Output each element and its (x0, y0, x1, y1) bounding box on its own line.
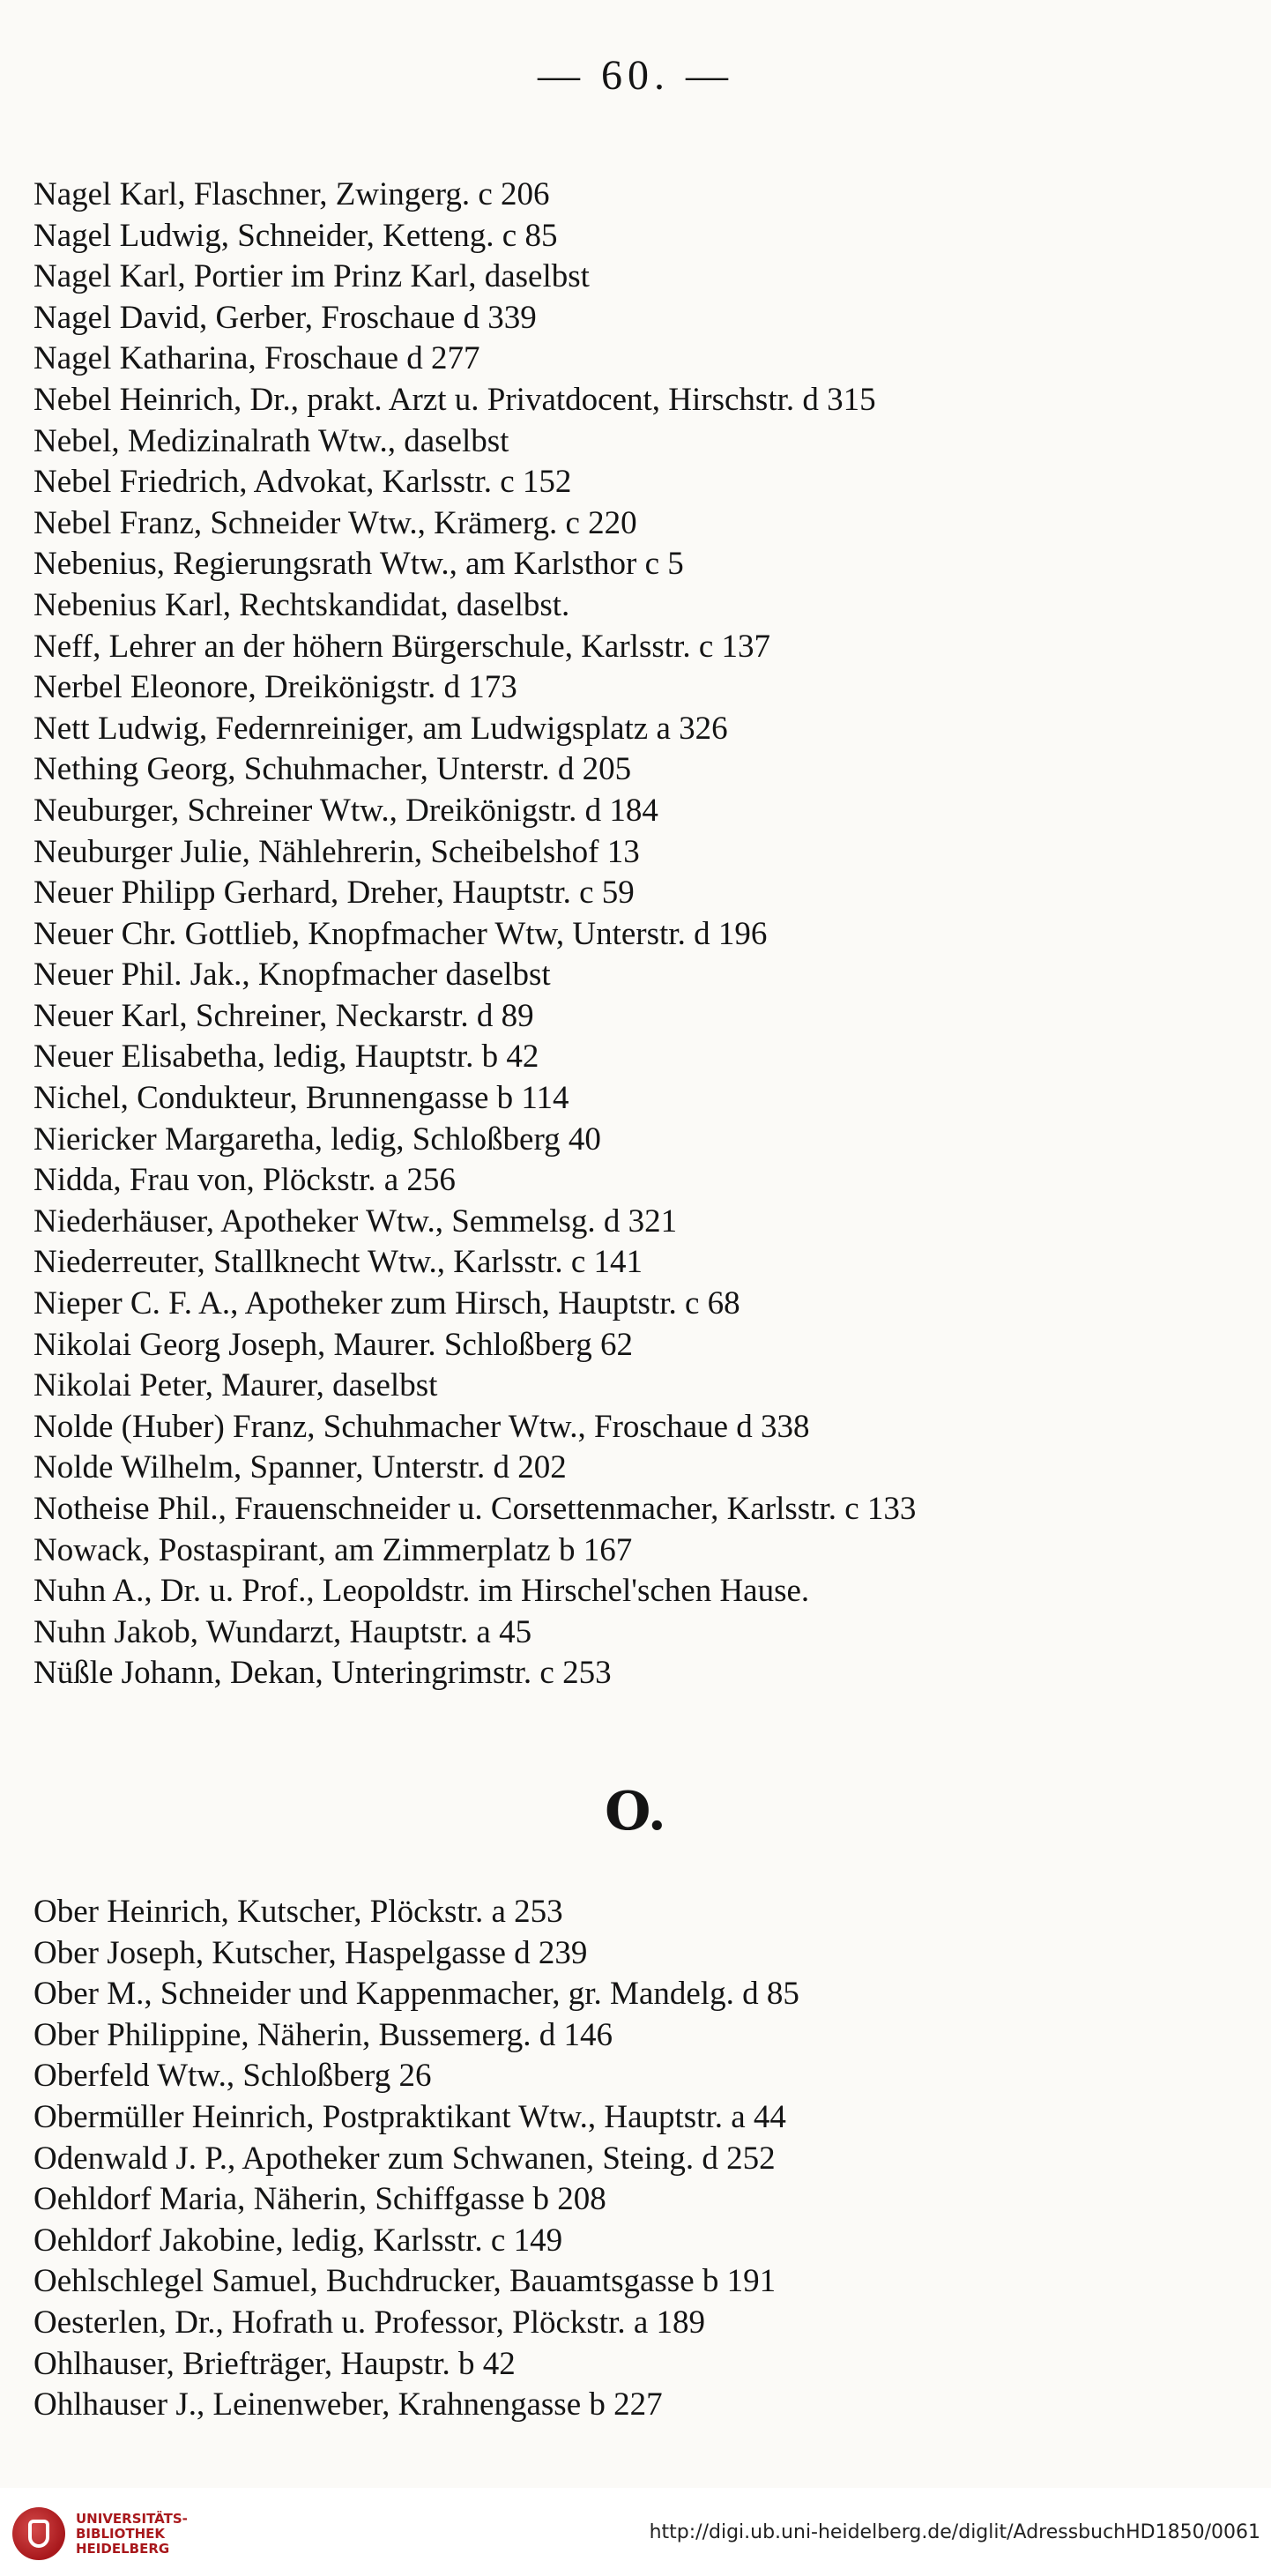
directory-entry: Nolde (Huber) Franz, Schuhmacher Wtw., Froschaue d 338 (33, 1408, 810, 1445)
directory-entry: Nichel, Condukteur, Brunnengasse b 114 (33, 1080, 569, 1117)
directory-entry: Obermüller Heinrich, Postpraktikant Wtw., Hauptstr. a 44 (33, 2098, 786, 2135)
logo-line: BIBLIOTHEK (76, 2525, 165, 2542)
directory-entry: Oehldorf Maria, Näherin, Schiffgasse b 208 (33, 2181, 606, 2218)
directory-entry: Nüßle Johann, Dekan, Unteringrimstr. c 253 (33, 1655, 612, 1692)
logo-text (76, 2512, 188, 2557)
directory-entry: Nowack, Postaspirant, am Zimmerplatz b 167 (33, 1531, 633, 1568)
directory-section-n (33, 175, 1259, 1694)
directory-entry: Nidda, Frau von, Plöckstr. a 256 (33, 1162, 456, 1199)
directory-entry: Oehlschlegel Samuel, Buchdrucker, Bauamtsgasse b 191 (33, 2263, 777, 2300)
directory-entry: Nikolai Peter, Maurer, daselbst (33, 1367, 438, 1404)
logo-line: UNIVERSITÄTS- (76, 2510, 188, 2527)
directory-entry: Nething Georg, Schuhmacher, Unterstr. d 205 (33, 751, 632, 788)
directory-entry: Nolde Wilhelm, Spanner, Unterstr. d 202 (33, 1449, 567, 1486)
directory-entry: Nebel Friedrich, Advokat, Karlsstr. c 152 (33, 464, 572, 501)
directory-entry: Neuer Karl, Schreiner, Neckarstr. d 89 (33, 997, 534, 1034)
directory-entry: Nagel Katharina, Froschaue d 277 (33, 340, 480, 377)
logo-line: HEIDELBERG (76, 2540, 170, 2557)
directory-entry: Nerbel Eleonore, Dreikönigstr. d 173 (33, 669, 517, 706)
directory-entry: Ober Joseph, Kutscher, Haspelgasse d 239 (33, 1934, 588, 1971)
directory-entry: Nett Ludwig, Federnreiniger, am Ludwigsplatz a 326 (33, 710, 728, 747)
directory-entry: Nuhn A., Dr. u. Prof., Leopoldstr. im Hirschel'schen Hause. (33, 1573, 810, 1610)
directory-entry: Neff, Lehrer an der höhern Bürgerschule, Karlsstr. c 137 (33, 628, 770, 665)
directory-section-o (33, 1892, 1259, 2426)
directory-entry: Neuer Chr. Gottlieb, Knopfmacher Wtw, Unterstr. d 196 (33, 915, 768, 952)
directory-entry: Neuburger, Schreiner Wtw., Dreikönigstr. d 184 (33, 792, 658, 829)
directory-entry: Neuburger Julie, Nählehrerin, Scheibelshof 13 (33, 833, 640, 870)
university-library-seal-icon (12, 2507, 65, 2560)
directory-entry: Nieper C. F. A., Apotheker zum Hirsch, Hauptstr. c 68 (33, 1285, 740, 1322)
directory-entry: Nagel Karl, Flaschner, Zwingerg. c 206 (33, 176, 550, 212)
directory-entry: Nagel David, Gerber, Froschaue d 339 (33, 299, 537, 336)
directory-entry: Nebel Heinrich, Dr., prakt. Arzt u. Privatdocent, Hirschstr. d 315 (33, 381, 876, 418)
directory-entry: Notheise Phil., Frauenschneider u. Corsettenmacher, Karlsstr. c 133 (33, 1491, 917, 1527)
source-url-link[interactable]: http://digi.ub.uni-heidelberg.de/diglit/AdressbuchHD1850/0061 (649, 2521, 1260, 2543)
directory-entry: Nebel, Medizinalrath Wtw., daselbst (33, 422, 509, 459)
directory-entry: Niericker Margaretha, ledig, Schloßberg 40 (33, 1120, 601, 1158)
directory-entry: Ober M., Schneider und Kappenmacher, gr. Mandelg. d 85 (33, 1976, 799, 2013)
directory-entry: Nebel Franz, Schneider Wtw., Krämerg. c 220 (33, 504, 637, 541)
directory-entry: Niederreuter, Stallknecht Wtw., Karlsstr. c 141 (33, 1244, 643, 1281)
library-logo[interactable] (12, 2497, 188, 2571)
directory-entry: Ober Heinrich, Kutscher, Plöckstr. a 253 (33, 1894, 563, 1930)
section-heading-o: O. (605, 1781, 666, 1843)
directory-entry: Nikolai Georg Joseph, Maurer. Schloßberg 62 (33, 1326, 633, 1363)
directory-entry: Oberfeld Wtw., Schloßberg 26 (33, 2058, 432, 2095)
directory-entry: Neuer Elisabetha, ledig, Hauptstr. b 42 (33, 1039, 539, 1076)
footer-bar (0, 2488, 1271, 2576)
directory-entry: Oesterlen, Dr., Hofrath u. Professor, Plöckstr. a 189 (33, 2304, 706, 2341)
directory-entry: Nagel Karl, Portier im Prinz Karl, daselbst (33, 258, 590, 295)
directory-entry: Neuer Philipp Gerhard, Dreher, Hauptstr. c 59 (33, 875, 635, 912)
directory-entry: Ohlhauser, Briefträger, Haupstr. b 42 (33, 2345, 516, 2382)
directory-entry: Nagel Ludwig, Schneider, Ketteng. c 85 (33, 217, 558, 254)
directory-entry: Nuhn Jakob, Wundarzt, Hauptstr. a 45 (33, 1613, 532, 1650)
directory-entry: Ober Philippine, Näherin, Bussemerg. d 146 (33, 2016, 613, 2053)
directory-entry: Neuer Phil. Jak., Knopfmacher daselbst (33, 957, 551, 994)
page-number: — 60. — (538, 52, 733, 99)
directory-entry: Nebenius, Regierungsrath Wtw., am Karlsthor c 5 (33, 546, 684, 583)
directory-entry: Niederhäuser, Apotheker Wtw., Semmelsg. d 321 (33, 1202, 678, 1240)
directory-entry: Odenwald J. P., Apotheker zum Schwanen, Steing. d 252 (33, 2140, 776, 2177)
directory-entry: Oehldorf Jakobine, ledig, Karlsstr. c 149 (33, 2222, 563, 2259)
directory-entry: Ohlhauser J., Leinenweber, Krahnengasse b 227 (33, 2386, 663, 2423)
directory-entry: Nebenius Karl, Rechtskandidat, daselbst. (33, 586, 570, 623)
